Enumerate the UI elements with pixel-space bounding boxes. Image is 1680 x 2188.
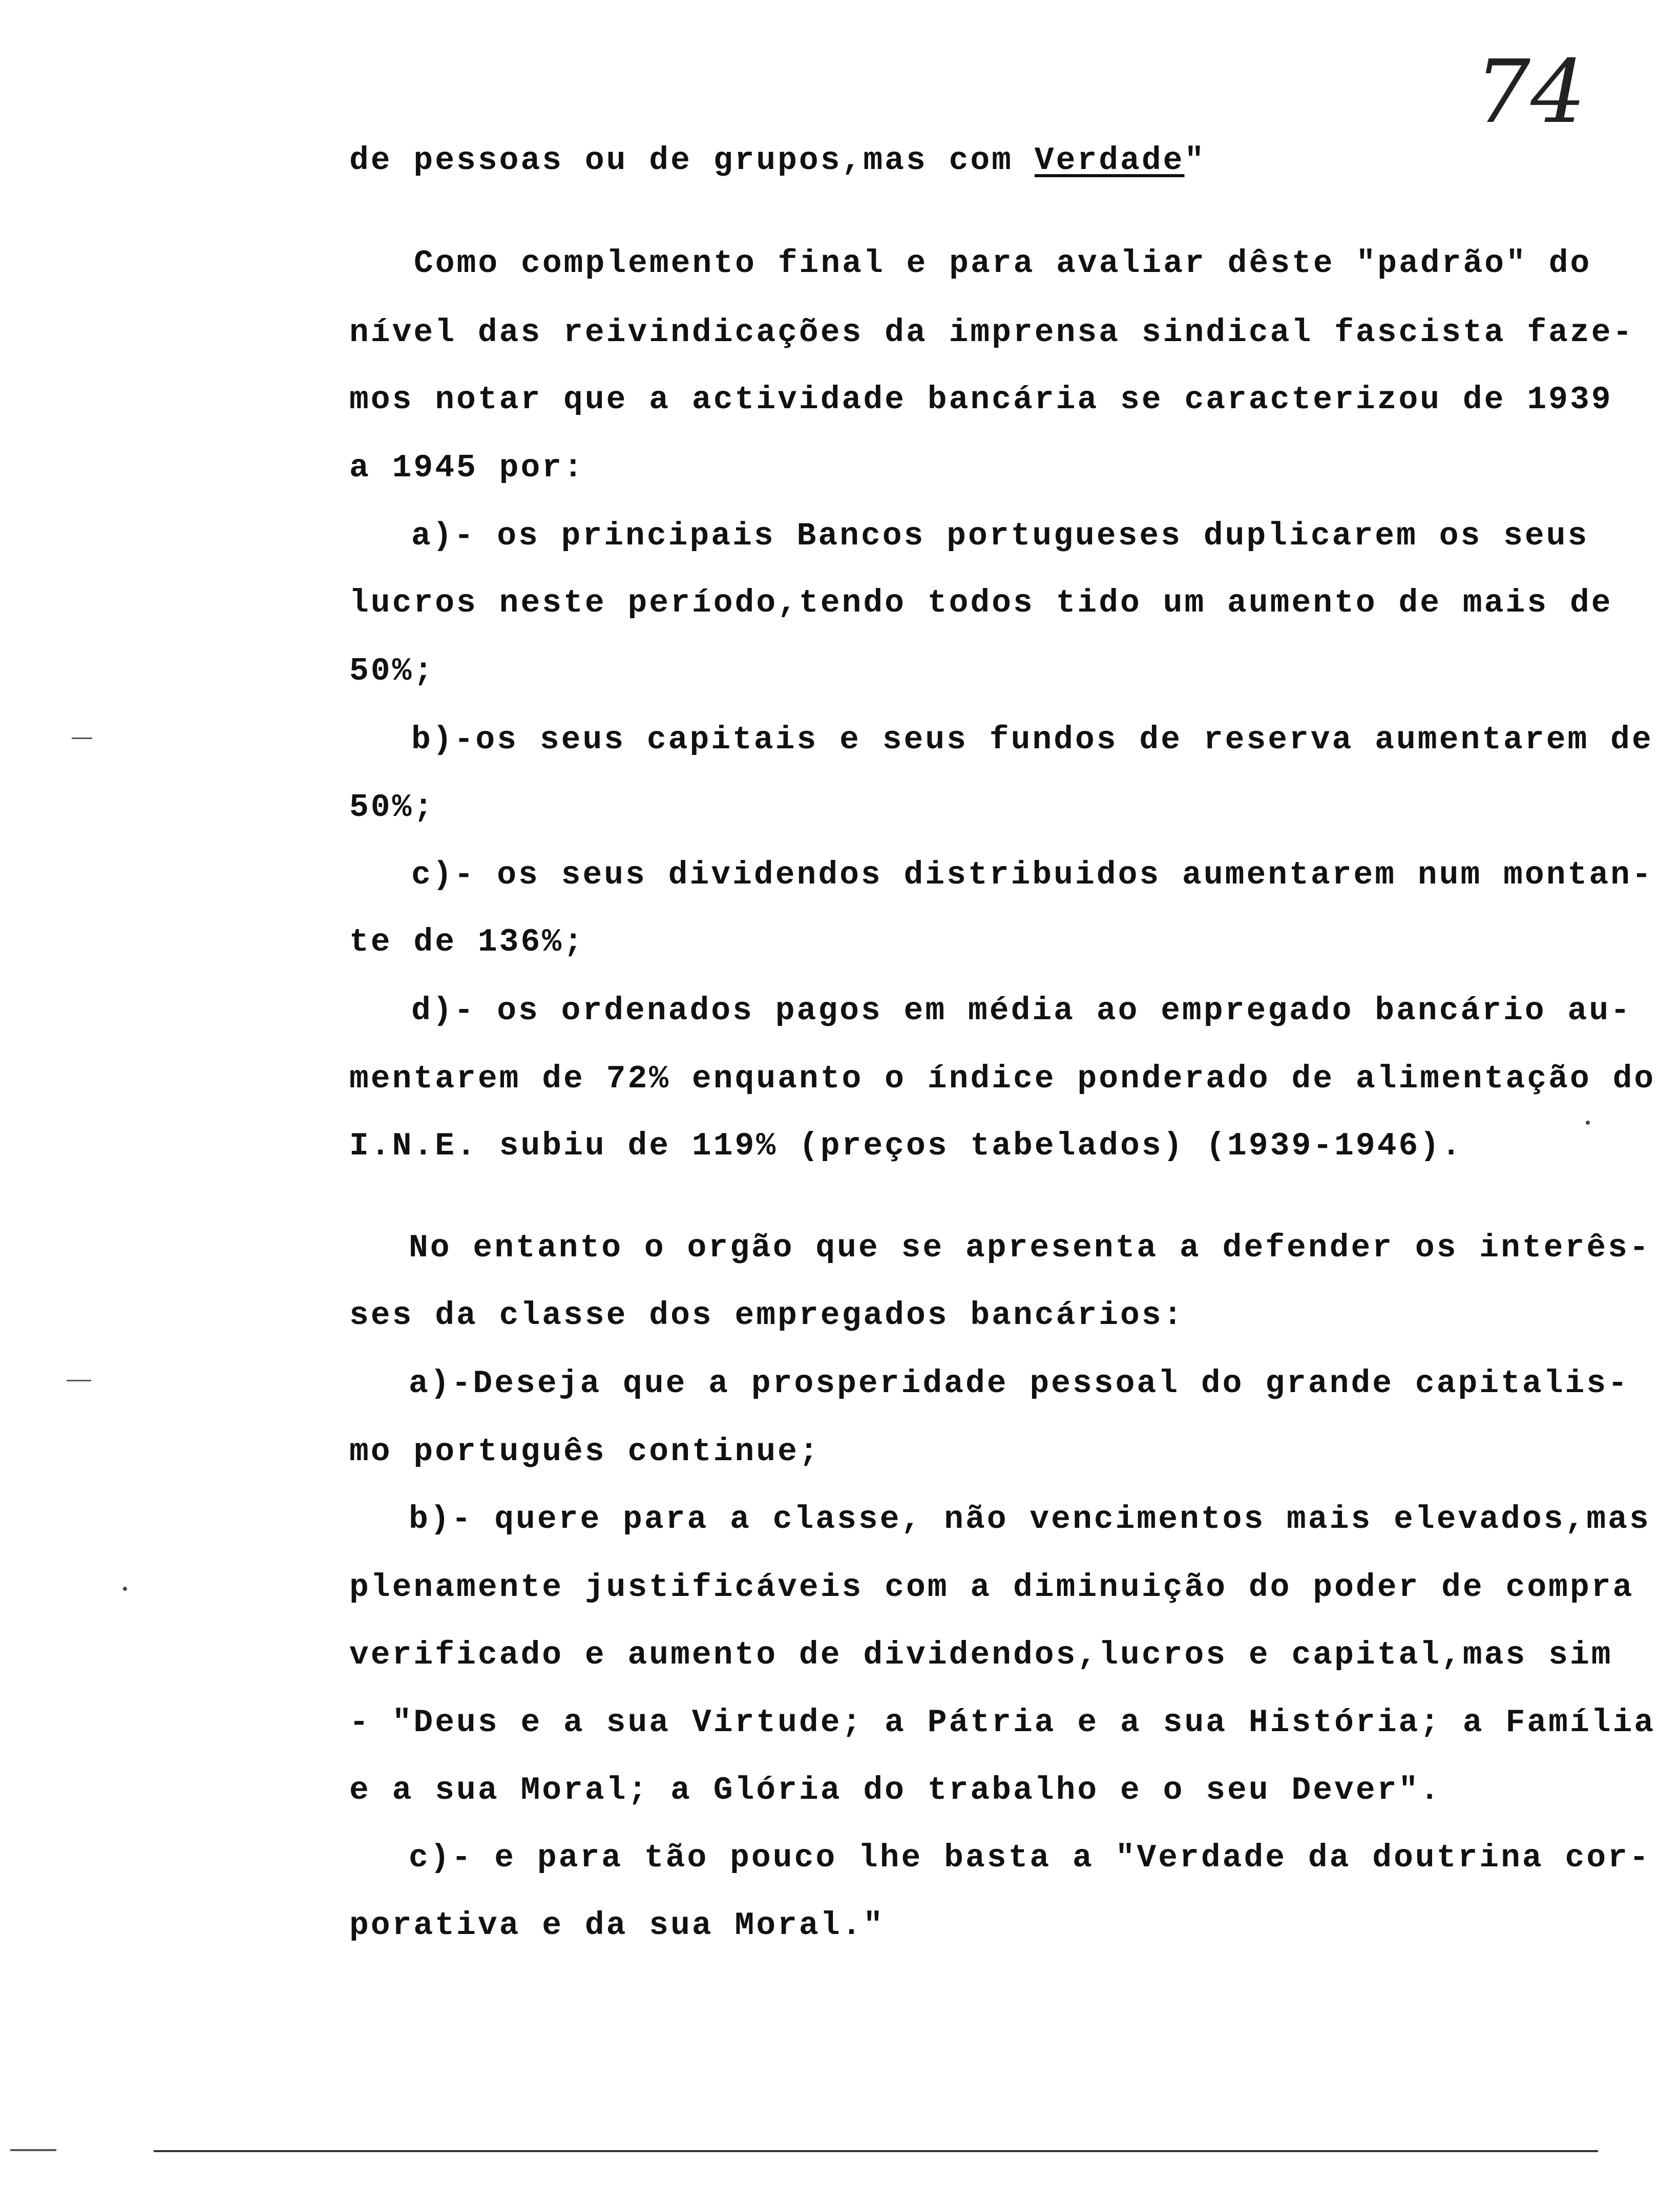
text-line-1 [349, 144, 1206, 177]
underlined-verdade: Verdade [1034, 142, 1185, 179]
text-line-25: c)- e para tão pouco lhe basta a "Verdade da doutrina cor- [409, 1840, 1651, 1876]
text-line-24: e a sua Moral; a Glória do trabalho e o seu Dever". [349, 1772, 1442, 1808]
text-line-3: nível das reivindicações da imprensa sindical fascista faze- [349, 314, 1634, 351]
text-line-8: 50%; [349, 653, 435, 689]
margin-mark [72, 738, 92, 739]
text-line-6: a)- os principais Bancos portugueses duplicarem os seus [411, 518, 1589, 554]
text-line-15: I.N.E. subiu de 119% (preços tabelados) (1939-1946). [349, 1128, 1463, 1164]
page-number: 74 [1475, 41, 1586, 143]
margin-dot [123, 1587, 127, 1591]
text-line-16: No entanto o orgão que se apresenta a defender os interês- [409, 1230, 1651, 1266]
text-line-22: verificado e aumento de dividendos,lucros e capital,mas sim [349, 1637, 1613, 1673]
text-line-2: Como complemento final e para avaliar dêste "padrão" do [414, 245, 1592, 282]
text-line-1-part-a: de pessoas ou de grupos,mas com [349, 142, 1035, 179]
text-line-4: mos notar que a actividade bancária se caracterizou de 1939 [349, 382, 1613, 418]
margin-dot [1586, 1121, 1590, 1125]
text-line-5: a 1945 por: [349, 450, 585, 486]
text-line-21: plenamente justificáveis com a diminuição do poder de compra [349, 1569, 1634, 1606]
text-line-7: lucros neste período,tendo todos tido um aumento de mais de [349, 585, 1613, 621]
text-line-10: 50%; [349, 789, 435, 826]
text-line-1-part-c: " [1184, 142, 1206, 179]
text-line-14: mentarem de 72% enquanto o índice ponderado de alimentação do [349, 1061, 1656, 1097]
footer-rule [154, 2150, 1598, 2152]
text-line-13: d)- os ordenados pagos em média ao empregado bancário au- [411, 993, 1632, 1029]
text-line-26: porativa e da sua Moral." [349, 1907, 885, 1944]
footer-rule-left [10, 2149, 56, 2151]
text-line-18: a)-Deseja que a prosperidade pessoal do grande capitalis- [409, 1365, 1629, 1402]
text-line-20: b)- quere para a classe, não vencimentos mais elevados,mas [409, 1501, 1651, 1538]
text-line-11: c)- os seus dividendos distribuidos aumentarem num montan- [411, 857, 1653, 893]
text-line-9: b)-os seus capitais e seus fundos de reserva aumentarem de [411, 722, 1653, 758]
text-line-23: - "Deus e a sua Virtude; a Pátria e a sua História; a Família [349, 1705, 1656, 1741]
text-line-19: mo português continue; [349, 1434, 821, 1470]
text-line-12: te de 136%; [349, 924, 585, 960]
margin-mark [67, 1380, 91, 1381]
text-line-17: ses da classe dos empregados bancários: [349, 1297, 1185, 1334]
